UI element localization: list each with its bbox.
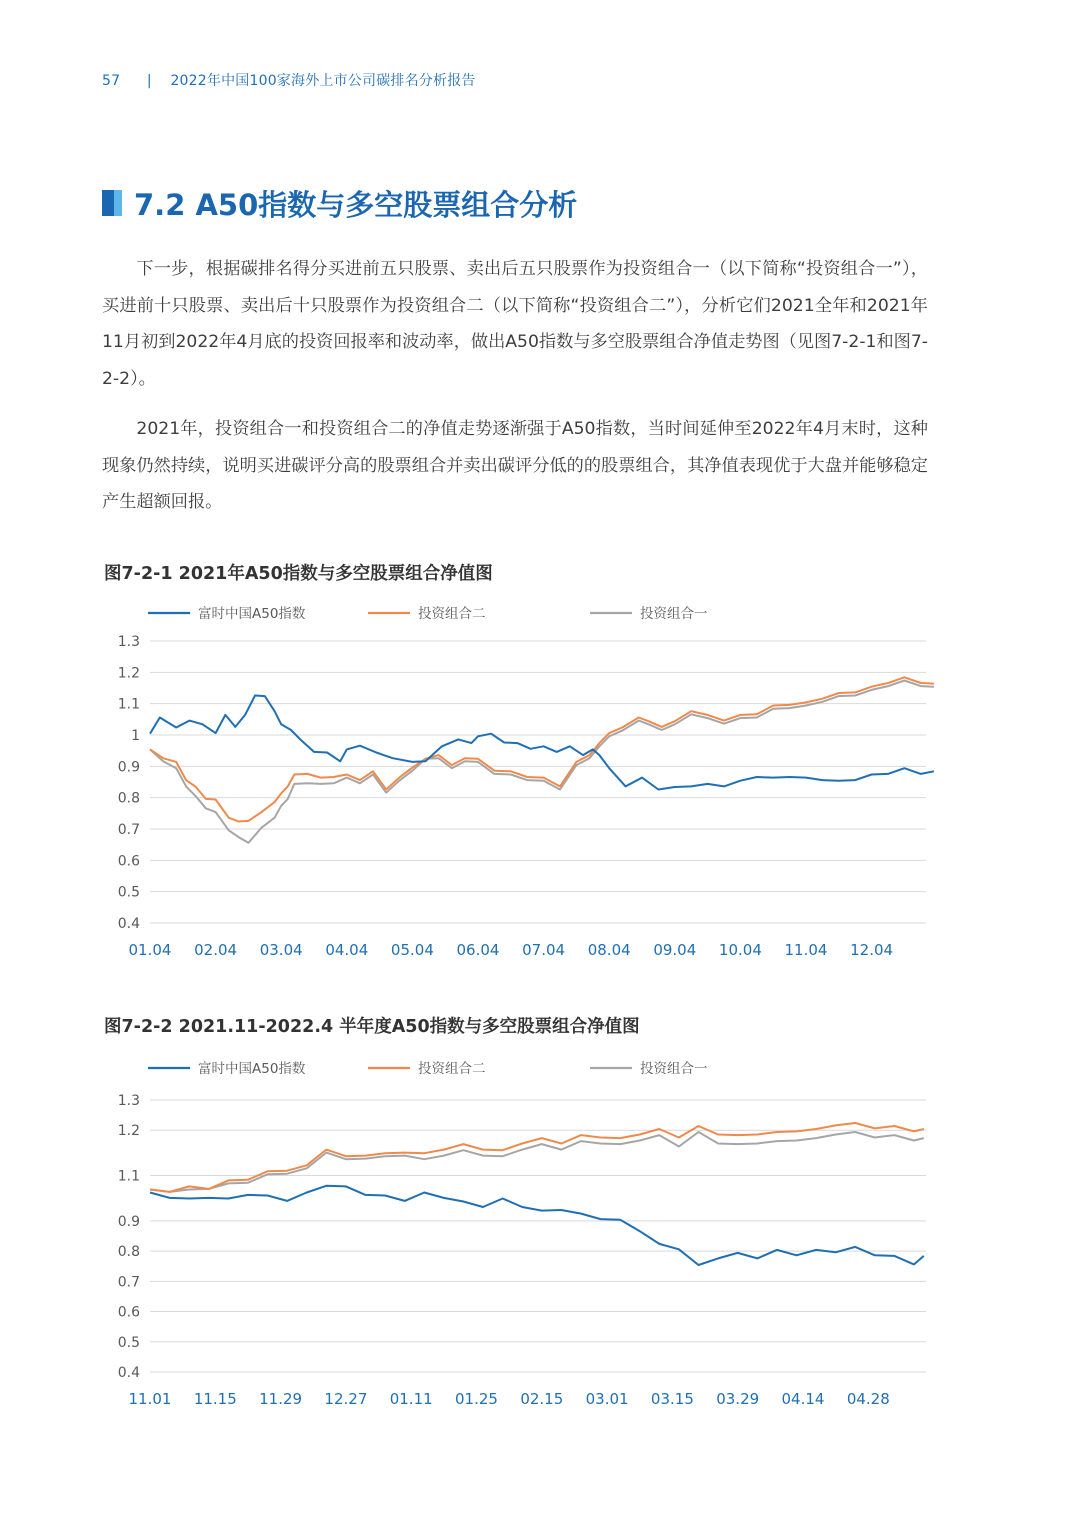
y-tick-label: 0.4 [117, 1365, 140, 1381]
y-tick-label: 0.7 [117, 1274, 140, 1291]
header-separator: | [146, 73, 152, 89]
series-line [150, 681, 934, 843]
x-tick-label: 01.11 [389, 1390, 433, 1408]
x-tick-label: 06.04 [456, 941, 500, 959]
figure-1-title: 图7-2-1 2021年A50指数与多空股票组合净值图 [104, 564, 493, 584]
legend-label: 投资组合一 [640, 1061, 708, 1077]
y-tick-label: 1.3 [117, 1093, 140, 1109]
x-tick-label: 10.04 [718, 941, 762, 959]
x-tick-label: 04.14 [781, 1390, 825, 1408]
legend-label: 投资组合二 [418, 1061, 486, 1077]
y-tick-label: 1.2 [117, 665, 140, 682]
title-bar-icon [102, 190, 122, 216]
series-line [150, 1132, 924, 1192]
page-number: 57 [102, 73, 121, 89]
series-line [150, 696, 934, 790]
y-tick-label: 0.8 [117, 790, 140, 807]
x-tick-label: 03.01 [585, 1390, 629, 1408]
x-tick-label: 04.04 [325, 941, 369, 959]
paragraph-2: 2021年，投资组合一和投资组合二的净值走势逐渐强于A50指数，当时间延伸至2022年4月末时，这种现象仍然持续，说明买进碳评分高的股票组合并卖出碳评分低的的股票组合，其净值表现优于大盘并能够稳定产生超额回报。 [102, 419, 928, 512]
x-tick-label: 11.29 [259, 1390, 303, 1408]
legend-label: 富时中国A50指数 [198, 606, 306, 622]
x-tick-label: 12.27 [324, 1390, 368, 1408]
series-line [150, 1123, 924, 1192]
x-tick-label: 11.04 [784, 941, 828, 959]
legend-item [590, 605, 708, 622]
legend-item [590, 1060, 708, 1077]
legend-item [368, 1060, 486, 1077]
y-tick-label: 0.5 [117, 884, 140, 901]
y-tick-label: 0.5 [117, 1334, 140, 1351]
figure-2-chart [100, 1050, 940, 1420]
series-line [150, 1186, 924, 1265]
x-tick-label: 03.04 [259, 941, 303, 959]
y-tick-label: 0.8 [117, 1244, 140, 1261]
x-tick-label: 09.04 [653, 941, 697, 959]
x-tick-label: 05.04 [390, 941, 434, 959]
x-tick-label: 02.04 [194, 941, 238, 959]
y-tick-label: 1.1 [117, 696, 140, 713]
y-tick-label: 0.9 [117, 759, 140, 776]
section-title [102, 180, 577, 226]
y-tick-label: 0.6 [117, 1304, 140, 1321]
x-tick-label: 12.04 [850, 941, 894, 959]
y-tick-label: 0.7 [117, 822, 140, 838]
y-tick-label: 1.1 [117, 1168, 140, 1185]
figure-1-chart [100, 595, 940, 975]
y-tick-label: 0.9 [117, 1213, 140, 1230]
x-tick-label: 08.04 [587, 941, 631, 959]
x-tick-label: 03.15 [650, 1390, 694, 1408]
legend-item [148, 1060, 306, 1077]
x-tick-label: 11.15 [193, 1390, 237, 1408]
y-tick-label: 0.4 [117, 916, 140, 932]
legend-label: 投资组合二 [418, 606, 486, 622]
x-tick-label: 02.15 [520, 1390, 564, 1408]
figure-2-title: 图7-2-2 2021.11-2022.4 半年度A50指数与多空股票组合净值图 [104, 1017, 640, 1037]
x-tick-label: 04.28 [846, 1390, 890, 1408]
y-tick-label: 1.2 [117, 1123, 140, 1140]
x-tick-label: 03.29 [716, 1390, 760, 1408]
legend-item [148, 605, 306, 622]
y-tick-label: 1 [131, 728, 140, 744]
x-tick-label: 01.04 [128, 941, 172, 959]
x-tick-label: 01.25 [455, 1390, 498, 1408]
y-tick-label: 1.3 [117, 634, 140, 650]
legend-label: 投资组合一 [640, 606, 708, 622]
report-title: 2022年中国100家海外上市公司碳排名分析报告 [170, 73, 476, 89]
x-tick-label: 11.01 [128, 1390, 172, 1408]
y-tick-label: 0.6 [117, 853, 140, 870]
paragraph-1: 下一步，根据碳排名得分买进前五只股票、卖出后五只股票作为投资组合一（以下简称“投资组合一”），买进前十只股票、卖出后十只股票作为投资组合二（以下简称“投资组合二”），分析它们2021全年和2021年11月初到2022年4月底的投资回报率和波动率，做出A50指数与多空股票组合净值走势图（见图7-2-1和图7-2-2）。 [102, 259, 928, 389]
page-header [102, 70, 476, 90]
x-tick-label: 07.04 [522, 941, 566, 959]
section-title-text: 7.2 A50指数与多空股票组合分析 [134, 187, 578, 222]
legend-label: 富时中国A50指数 [198, 1061, 306, 1077]
legend-item [368, 605, 486, 622]
